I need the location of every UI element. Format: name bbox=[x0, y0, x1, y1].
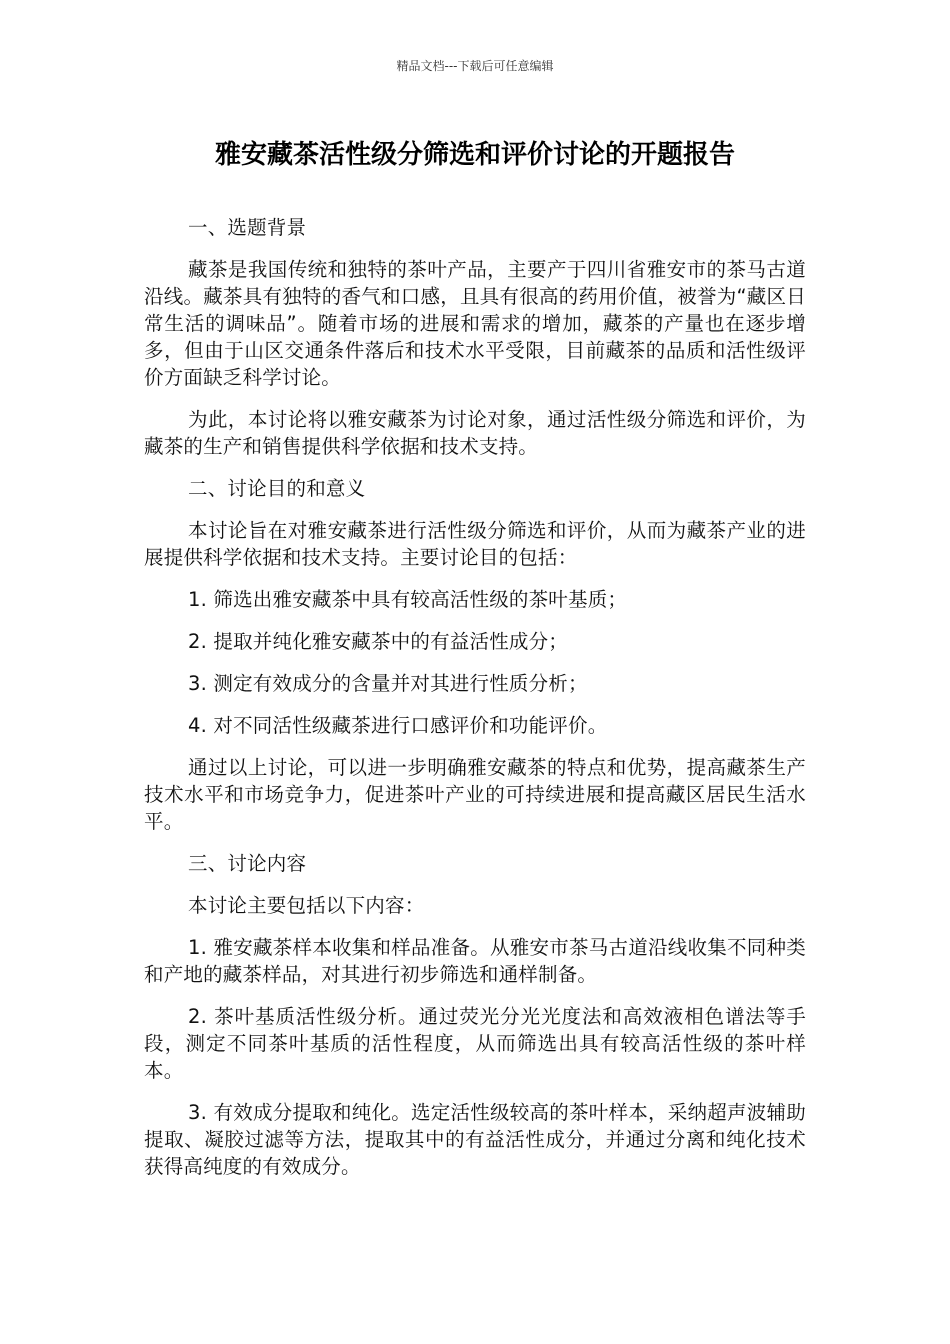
document-title: 雅安藏茶活性级分筛选和评价讨论的开题报告 bbox=[214, 140, 735, 170]
list-item: 2. 茶叶基质活性级分析。通过荧光分光光度法和高效液相色谱法等手段，测定不同茶叶基质的活性程度，从而筛选出具有较高活性级的茶叶样本。 bbox=[144, 1005, 806, 1082]
section-heading-background: 一、选题背景 bbox=[188, 216, 307, 239]
paragraph: 通过以上讨论，可以进一步明确雅安藏茶的特点和优势，提高藏茶生产技术水平和市场竞争力，促进茶叶产业的可持续进展和提高藏区居民生活水平。 bbox=[144, 756, 806, 833]
paragraph: 为此，本讨论将以雅安藏茶为讨论对象，通过活性级分筛选和评价，为藏茶的生产和销售提供科学依据和技术支持。 bbox=[144, 408, 806, 458]
page-header: 精品文档---下载后可任意编辑 bbox=[396, 59, 554, 73]
document-body bbox=[144, 214, 806, 1195]
paragraph: 本讨论旨在对雅安藏茶进行活性级分筛选和评价，从而为藏茶产业的进展提供科学依据和技术支持。主要讨论目的包括： bbox=[144, 519, 806, 569]
list-item: 1. 雅安藏茶样本收集和样品准备。从雅安市茶马古道沿线收集不同种类和产地的藏茶样品，对其进行初步筛选和通样制备。 bbox=[144, 936, 806, 986]
section-heading-content: 三、讨论内容 bbox=[188, 852, 307, 875]
list-item: 4. 对不同活性级藏茶进行口感评价和功能评价。 bbox=[188, 714, 608, 737]
section-heading-purpose: 二、讨论目的和意义 bbox=[188, 477, 366, 500]
paragraph: 藏茶是我国传统和独特的茶叶产品，主要产于四川省雅安市的茶马古道沿线。藏茶具有独特的香气和口感，且具有很高的药用价值，被誉为“藏区日常生活的调味品”。随着市场的进展和需求的增加，藏茶的产量也在逐步增多，但由于山区交通条件落后和技术水平受限，目前藏茶的品质和活性级评价方面缺乏科学讨论。 bbox=[144, 258, 806, 389]
list-item: 3. 有效成分提取和纯化。选定活性级较高的茶叶样本，采纳超声波辅助提取、凝胶过滤等方法，提取其中的有益活性成分，并通过分离和纯化技术获得高纯度的有效成分。 bbox=[144, 1101, 806, 1178]
list-item: 2. 提取并纯化雅安藏茶中的有益活性成分； bbox=[188, 630, 569, 653]
list-item: 1. 筛选出雅安藏茶中具有较高活性级的茶叶基质； bbox=[188, 588, 628, 611]
list-item: 3. 测定有效成分的含量并对其进行性质分析； bbox=[188, 672, 588, 695]
paragraph: 本讨论主要包括以下内容： bbox=[188, 894, 425, 917]
